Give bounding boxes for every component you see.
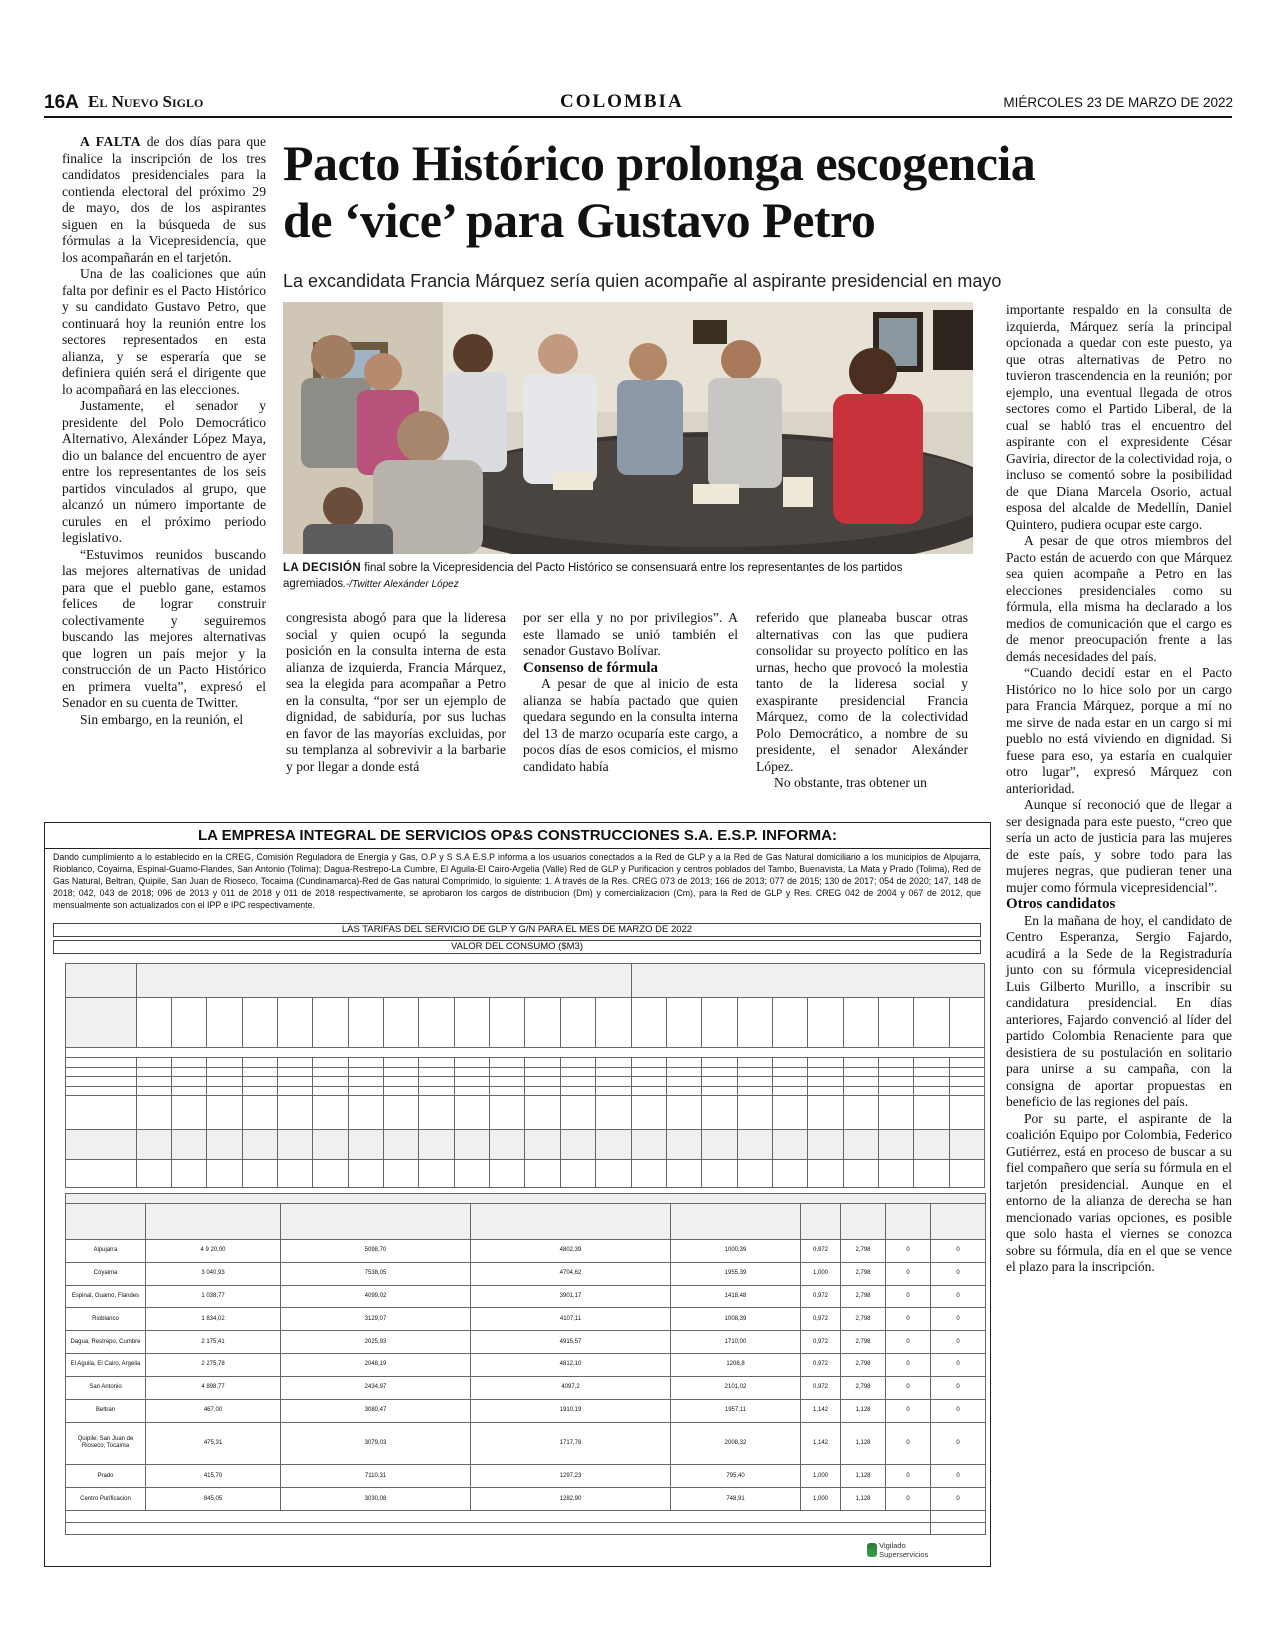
article-column-1 <box>62 134 266 728</box>
meeting-photo-illustration <box>283 302 973 554</box>
caption-credit: .-/Twitter Alexánder López <box>343 579 459 590</box>
table-row: Rioblanco 1 834,02 3129,07 4107,11 1008,39 0,972 2,798 0 0 <box>66 1308 986 1331</box>
article-paragraph: A pesar de que al inicio de esta alianza se había pactado que quien quedara segundo en la consulta interna del 13 de marzo ocuparía este cargo, a pocos días de esos comicios, el mismo candidato había <box>523 676 738 774</box>
table-row: Prado 415,70 7110,31 1297,23 795,40 1,000 1,128 0 0 <box>66 1465 986 1488</box>
section-name: COLOMBIA <box>560 91 684 112</box>
article-paragraph: Sin embargo, en la reunión, el <box>80 711 244 727</box>
table-row: Coyaima 3 040,93 7538,05 4704,62 1955,39 1,000 2,798 0 0 <box>66 1262 986 1285</box>
article-paragraph: congresista abogó para que la lideresa social y quien ocupó la segunda posición en la consulta interna de esta alianza de izquierda, Francia Márquez, sea la elegida para acompañar a Petro en la consulta, “por ser un ejemplo de dignidad, de sabiduría, por sus luchas en favor de las mayorías excluidas, por su templanza al sobrevivir a la barbarie y por llegar a donde está <box>286 610 506 774</box>
issue-date: MIÉRCOLES 23 DE MARZO DE 2022 <box>1003 95 1233 110</box>
article-column-4 <box>756 610 968 792</box>
article-paragraph: A pesar de que otros miembros del Pacto están de acuerdo con que Márquez sea quien acompañe a Petro en las elecciones presidenciales como su fórmula, ella misma ha declarado a los medios de comunicación que el cargo es de menor preocupación frente a las demás necesidades del país. <box>1006 533 1232 664</box>
deck: La excandidata Francia Márquez sería quien acompañe al aspirante presidencial en mayo <box>283 271 1002 291</box>
article-paragraph: Aunque sí reconoció que de llegar a ser designada para este puesto, “creo que sería un acto de justicia para las mujeres de este país, y sobre todo para las mujeres negras, que pudieran tener una mujer como fórmula vicepresidencial”. <box>1006 797 1232 895</box>
meeting-photo <box>283 302 973 554</box>
page-number: 16A <box>44 92 79 113</box>
article-paragraph: por ser ella y no por privilegios”. A este llamado se unió también el senador Gustavo Bolívar. <box>523 610 738 658</box>
superservicios-seal <box>867 1541 957 1565</box>
article-paragraph: “Estuvimos reunidos buscando las mejores alternativas de unidad para que el pueblo gane, estamos felices de lograr construir colectivamente y seguiremos buscando las mejores alternativas que logren un país mejor y la construcción de un Pacto Histórico en primera vuelta”, expresó el Senador en su cuenta de Twitter. <box>62 546 266 710</box>
table-row: Espinal, Guamo, Flandes 1 038,77 4099,02 3901,17 1418,48 0,972 2,798 0 0 <box>66 1285 986 1308</box>
table-row: El Aguila, El Cairo, Argelia 2 275,78 2048,19 4812,10 1208,8 0,972 2,798 0 0 <box>66 1354 986 1377</box>
caption-lead: LA DECISIÓN <box>283 562 362 574</box>
article-column-2 <box>286 610 506 775</box>
headline-line-1: Pacto Histórico prolonga escogencia <box>283 135 1036 191</box>
article-paragraph: Por su parte, el aspirante de la coalición Equipo por Colombia, Federico Gutiérrez, está en proceso de buscar a su fiel compañero que sería su fórmula en el tarjetón presidencial. Aunque en el entorno de la alianza de derecha se han mencionado varias opciones, es posible que solo hasta el viernes se conozca sobre su fórmula, día en el que se vence el plazo para la inscripción. <box>1006 1110 1232 1274</box>
photo-caption <box>283 560 973 593</box>
table-row: San Antonio 4 898,77 2434,97 4097,2 2101,02 0,972 2,798 0 0 <box>66 1376 986 1399</box>
ad-tarifas-bar: LAS TARIFAS DEL SERVICIO DE GLP Y G/N PARA EL MES DE MARZO DE 2022 <box>53 923 981 937</box>
article-lead-in: A FALTA <box>80 134 142 149</box>
seal-text: Vigilado Superservicios <box>879 1541 929 1559</box>
table-row: Beltran 467,00 3080,47 1910,19 1957,11 1,142 1,128 0 0 <box>66 1399 986 1422</box>
ad-body-text: Dando cumplimiento a lo establecido en la CREG, Comisión Reguladora de Energía y Gas, O.P y S S.A E.S.P informa a los usuarios conectados a la Red de GLP y a la Red de Gas Natural domiciliario a los municipios de Alpujarra, Rioblanco, Coyaima, Espinal-Guamo-Flandes, San Antonio (Tolima); Dagua-Restrepo-La Cumbre, El Aguila-El Cairo-Argelia (Valle) Red de GLP y Purificacion y centros poblados del Tambo, Buenavista, La Mata y Prado (Tolima), Red de Gas Natural, Beltran, Quipile, San Juan de Rioseco, Tocaima (Cundinamarca)-Red de Gas natural Comprimido, lo siguiente: 1. A través de la Res. CREG 073 de 2013; 166 de 2013; 077 de 2015; 130 de 2017; 054 de 2020; 147, 148 de 2018; 042, 043 de 2018; 096 de 2013 y 011 de 2018 y 011 de 2018 respectivamente, se aprobaron los cargos de distribucion (Dm) y comercializacion (Cm), para la Red de GLP y Res. CREG 042 de 2004 y 067 de 2012, que mensualmente son actualizados con el IPP e IPC respectivamente. <box>53 852 981 910</box>
article-paragraph: de dos días para que finalice la inscripción de los tres candidatos presidenciales para la contienda electoral del próximo 29 de mayo, dos de los aspirantes siguen en la búsqueda de sus fórmulas a la Vicepresidencia, que los acompañarán en el tarjetón. <box>62 134 266 265</box>
article-paragraph: referido que planeaba buscar otras alternativas con las que pudiera consolidar su proyecto político en las urnas, hecho que provocó la molestia tanto de la lideresa social y exaspirante presidencial Francia Márquez, como de la colectividad Polo Democrático, a nombre de su presidente, el senador Alexánder López. <box>756 610 968 774</box>
ad-title: LA EMPRESA INTEGRAL DE SERVICIOS OP&S CONSTRUCCIONES S.A. E.S.P. INFORMA: <box>45 823 990 849</box>
article-column-5 <box>1006 302 1232 1276</box>
article-paragraph: Justamente, el senador y presidente del Polo Democrático Alternativo, Alexánder López Maya, dio un balance del encuentro de ayer entre los representantes de los seis partidos vinculados al grupo, que alcanzó un número importante de curules en el próximo periodo legislativo. <box>62 398 266 545</box>
paper-name: El Nuevo Siglo <box>88 92 204 111</box>
table-row: Alpujarra 4 9 20,00 5098,70 4802,39 1000,39 0,972 2,798 0 0 <box>66 1240 986 1263</box>
caption-text: final sobre la Vicepresidencia del Pacto Histórico se consensuará entre los representantes de los partidos agremiados <box>283 562 903 590</box>
table-row: Centro Purificacion 845,05 3030,08 1282,90 748,91 1,000 1,128 0 0 <box>66 1488 986 1511</box>
article-paragraph: En la mañana de hoy, el candidato de Centro Esperanza, Sergio Fajardo, acudirá a la Sede de la Registraduría junto con su fórmula vicepresidencial Luis Gilberto Murillo, a inscribir su candidatura presidencial. En días anteriores, Fajardo convenció al líder del partido Colombia Renaciente para que desistiera de su postulación en solitario para unirse a su campaña, con la consigna de aportar propuestas en beneficio de las regiones del país. <box>1006 912 1232 1109</box>
table-row: Quipile, San Juan de Rioseco, Tocaima 475,31 3079,03 1717,78 2008,32 1,142 1,128 0 0 <box>66 1422 986 1465</box>
subhead-consenso: Consenso de fórmula <box>523 659 659 676</box>
masthead-rule <box>44 116 1232 118</box>
headline-line-2: de ‘vice’ para Gustavo Petro <box>283 192 876 248</box>
article-paragraph: Una de las coaliciones que aún falta por definir es el Pacto Histórico y su candidato Gustavo Petro, que continuará hoy la reunión entre los sectores representados en esta alianza, y se esperaría que se definiera quién será el dirigente que lo acompañará en las elecciones. <box>62 266 266 397</box>
article-paragraph: importante respaldo en la consulta de izquierda, Márquez sería la principal opcionada a quedar con este puesto, ya que otras alternativas de Petro no tuvieron trascendencia en la reunión; por ejemplo, una eventual llegada de otros sectores como el Partido Liberal, de la cual se habló tras el encuentro del aspirante con el expresidente César Gaviria, director de la colectividad roja, o incluso se comentó sobre la posibilidad de que Diana Marcela Osorio, actual esposa del alcalde de Medellín, Daniel Quintero, pudiera ocupar este cargo. <box>1006 302 1232 532</box>
article-column-3 <box>523 610 738 775</box>
table-row: Dagua, Restrepo, Cumbre 2 175,41 2025,93 4915,57 1710,00 0,972 2,798 0 0 <box>66 1331 986 1354</box>
consumption-table <box>65 963 985 1188</box>
article-paragraph: No obstante, tras obtener un <box>774 775 927 790</box>
cost-components-table <box>65 1193 985 1535</box>
article-paragraph: “Cuando decidí estar en el Pacto Histórico no lo hice solo por un cargo para Francia Márquez, porque a mí no me sirve de nada estar en un cargo si mi pueblo no está viviendo en dignidad. Si fuese para eso, ya estaría en cualquier otro lugar”, expresó Márquez con anterioridad. <box>1006 665 1232 796</box>
subhead-otros-candidatos: Otros candidatos <box>1006 896 1116 912</box>
headline <box>283 135 1133 249</box>
ad-valor-bar: VALOR DEL CONSUMO ($M3) <box>53 940 981 954</box>
tariff-advertisement <box>44 822 991 1567</box>
seal-icon <box>867 1543 877 1557</box>
